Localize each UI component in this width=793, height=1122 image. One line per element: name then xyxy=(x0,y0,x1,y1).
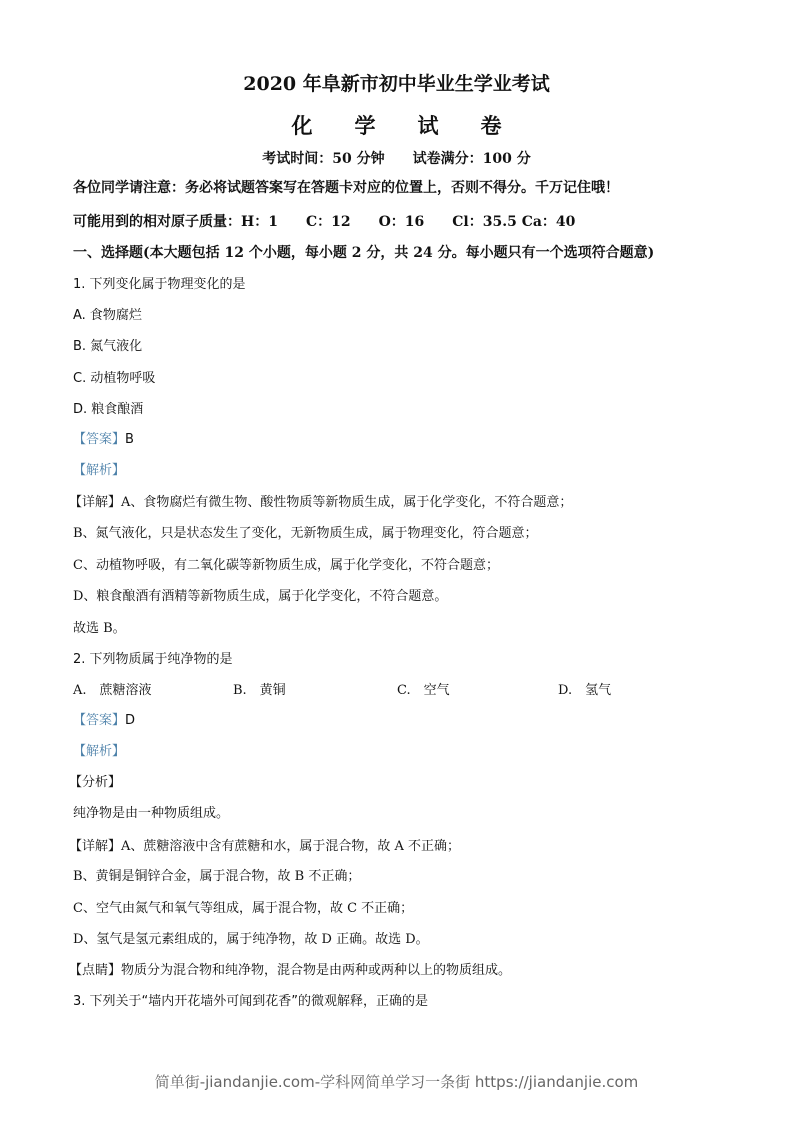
question-2-stem: 2. 下列物质属于纯净物的是 xyxy=(73,652,233,667)
q1-conclusion: 故选 B。 xyxy=(73,621,126,636)
q1-option-a: A. 食物腐烂 xyxy=(73,308,142,323)
q1-detail-3: D、粮食酿酒有酒精等新物质生成，属于化学变化，不符合题意。 xyxy=(73,589,448,604)
q2-detail-0 xyxy=(69,839,460,855)
q2-fenxi-label: 【分析】 xyxy=(69,775,122,790)
answer-value: B xyxy=(125,432,134,447)
q2-option-c: C. 空气 xyxy=(397,683,450,698)
q1-detail-1: B、氮气液化，只是状态发生了变化，无新物质生成，属于物理变化，符合题意； xyxy=(73,526,538,541)
q2-option-d: D. 氢气 xyxy=(558,683,612,698)
paper-subtitle: 化 学 试 卷 xyxy=(291,113,502,138)
q2-option-b: B. 黄铜 xyxy=(233,683,286,698)
q2-answer xyxy=(73,713,135,729)
q2-comment xyxy=(69,963,511,979)
detail-text: A、蔗糖溶液中含有蔗糖和水，属于混合物，故 A 不正确； xyxy=(121,839,461,854)
detail-label: 【详解】 xyxy=(69,495,122,510)
q1-option-b: B. 氮气液化 xyxy=(73,339,143,354)
q2-option-a: A. 蔗糖溶液 xyxy=(73,683,152,698)
section-heading: 一、选择题(本大题包括 12 个小题，每小题 2 分，共 24 分。每小题只有一个选项符合题意) xyxy=(73,245,655,261)
exam-info: 考试时间：50 分钟 试卷满分：100 分 xyxy=(262,151,531,167)
answer-label: 【答案】 xyxy=(73,432,126,447)
footer-watermark: 简单街-jiandanjie.com-学科网简单学习一条街 https://jiandanjie.com xyxy=(154,1073,639,1091)
q2-fenxi: 纯净物是由一种物质组成。 xyxy=(73,806,230,821)
q2-detail-2: C、空气由氮气和氧气等组成，属于混合物，故 C 不正确； xyxy=(73,901,414,916)
comment-label: 【点睛】 xyxy=(69,963,122,978)
q2-detail-3: D、氢气是氢元素组成的，属于纯净物，故 D 正确。故选 D。 xyxy=(73,932,429,947)
question-3-stem: 3. 下列关于“墙内开花墙外可闻到花香”的微观解释，正确的是 xyxy=(73,994,429,1009)
q1-answer xyxy=(73,432,134,448)
q2-detail-1: B、黄铜是铜锌合金，属于混合物，故 B 不正确； xyxy=(73,869,361,884)
q1-option-c: C. 动植物呼吸 xyxy=(73,371,156,386)
answer-label: 【答案】 xyxy=(73,713,126,728)
q1-detail-0 xyxy=(69,495,572,511)
notice: 各位同学请注意：务必将试题答案写在答题卡对应的位置上，否则不得分。千万记住哦！ xyxy=(73,180,619,196)
question-1-stem: 1. 下列变化属于物理变化的是 xyxy=(73,277,246,292)
q1-analysis-label: 【解析】 xyxy=(73,463,126,478)
q2-analysis-label: 【解析】 xyxy=(73,744,126,759)
detail-text: A、食物腐烂有微生物、酸性物质等新物质生成，属于化学变化，不符合题意； xyxy=(121,495,573,510)
answer-value: D xyxy=(125,713,136,728)
detail-label: 【详解】 xyxy=(69,839,122,854)
comment-text: 物质分为混合物和纯净物，混合物是由两种或两种以上的物质组成。 xyxy=(121,963,512,978)
atomic-mass: 可能用到的相对原子质量：H：1 C：12 O：16 Cl：35.5 Ca：40 xyxy=(73,214,576,230)
q1-option-d: D. 粮食酿酒 xyxy=(73,402,144,417)
q2-options xyxy=(73,683,733,699)
exam-title: 2020 年阜新市初中毕业生学业考试 xyxy=(243,73,550,95)
q1-detail-2: C、动植物呼吸，有二氧化碳等新物质生成，属于化学变化，不符合题意； xyxy=(73,558,499,573)
